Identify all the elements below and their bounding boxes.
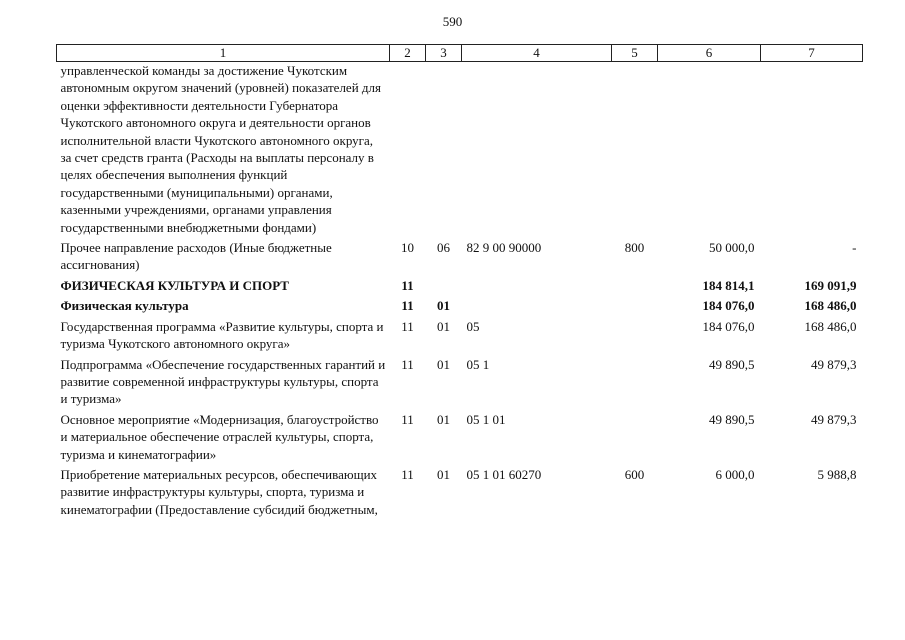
row-subsection: 01: [437, 466, 450, 482]
row-name: Основное мероприятие «Модернизация, благоустройство и материальное обеспечение отраслей культуры, спорта, туризма и кинематографии»: [60, 411, 379, 462]
row-target-article: 05: [466, 318, 480, 334]
row-amount-plan: 49 890,5: [709, 411, 755, 427]
row-section: 10: [401, 240, 414, 256]
row-expense-type: 800: [624, 240, 645, 256]
row-amount-actual: 49 879,3: [811, 411, 857, 427]
row-target-article: 05 1 01: [466, 411, 506, 427]
row-expense-type: [612, 315, 658, 353]
row-expense-type: [612, 274, 658, 294]
row-amount-actual: -: [852, 240, 857, 256]
header-col-4: 4: [462, 45, 612, 62]
row-name: Приобретение материальных ресурсов, обеспечивающих развитие инфраструктуры культуры, спорта, туризма и кинематографии (Предоставление субсидий бюджетным,: [60, 466, 378, 517]
table-row: [57, 463, 863, 518]
header-col-5: 5: [612, 45, 658, 62]
header-col-3: 3: [426, 45, 462, 62]
row-name: Государственная программа «Развитие культуры, спорта и туризма Чукотского автономного округа»: [60, 318, 384, 352]
row-subsection: 01: [437, 356, 450, 372]
row-target-article: 05 1: [466, 356, 490, 372]
row-subsection: 06: [437, 240, 450, 256]
header-col-7: 7: [761, 45, 863, 62]
table-row: [57, 353, 863, 408]
row-name: Подпрограмма «Обеспечение государственных гарантий и развитие современной инфраструктуры культуры, спорта и туризма»: [60, 356, 386, 407]
row-subsection: 01: [437, 298, 450, 314]
table-row: [57, 408, 863, 463]
row-amount-actual: 168 486,0: [804, 298, 857, 314]
table-row: [57, 294, 863, 314]
row-section: 11: [401, 356, 414, 372]
page-number: 590: [442, 14, 463, 29]
table-row: [57, 236, 863, 274]
header-row: [57, 45, 863, 62]
row-target-article: 82 9 00 90000: [466, 240, 542, 256]
row-amount-plan: 49 890,5: [709, 356, 755, 372]
row-section: [390, 62, 426, 237]
row-amount-plan: 184 076,0: [702, 318, 755, 334]
row-expense-type: [612, 353, 658, 408]
row-section: 11: [401, 277, 414, 293]
row-target-article: [462, 62, 612, 237]
row-expense-type: [612, 294, 658, 314]
budget-table: [56, 44, 863, 518]
row-target-article: [462, 274, 612, 294]
row-amount-plan: 50 000,0: [709, 240, 755, 256]
row-amount-actual: 5 988,8: [817, 466, 857, 482]
row-name: Физическая культура: [60, 298, 189, 314]
row-amount-plan: 6 000,0: [715, 466, 755, 482]
row-amount-actual: 49 879,3: [811, 356, 857, 372]
table-body: [57, 62, 863, 519]
row-amount-actual: 169 091,9: [804, 277, 857, 293]
table-row: [57, 315, 863, 353]
row-section: 11: [401, 411, 414, 427]
header-col-1: 1: [57, 45, 390, 62]
row-subsection: 01: [437, 411, 450, 427]
header-col-2: 2: [390, 45, 426, 62]
row-amount-plan: 184 814,1: [702, 277, 755, 293]
row-subsection: 01: [437, 318, 450, 334]
row-amount-plan: [658, 62, 761, 237]
row-name: ФИЗИЧЕСКАЯ КУЛЬТУРА И СПОРТ: [60, 277, 289, 293]
row-section: 11: [401, 466, 414, 482]
row-amount-actual: [761, 62, 863, 237]
row-subsection: [426, 62, 462, 237]
row-expense-type: [612, 62, 658, 237]
row-amount-actual: 168 486,0: [804, 318, 857, 334]
table-row: [57, 274, 863, 294]
row-expense-type: [612, 408, 658, 463]
row-section: 11: [401, 298, 414, 314]
header-col-6: 6: [658, 45, 761, 62]
row-expense-type: 600: [624, 466, 645, 482]
row-target-article: [462, 294, 612, 314]
table-row: [57, 62, 863, 237]
row-section: 11: [401, 318, 414, 334]
row-name: Прочее направление расходов (Иные бюджетные ассигнования): [60, 240, 332, 273]
row-subsection: [426, 274, 462, 294]
row-target-article: 05 1 01 60270: [466, 466, 542, 482]
row-name: управленческой команды за достижение Чукотским автономным округом значений (уровней) показателей для оценки эффективности деятельности Губернатора Чукотского автономного округа и деятельности органов исполнительной власти Чукотского автономного округа, за счет средств гранта (Расходы на выплаты персоналу в целях обеспечения выполнения функций государственными (муниципальными) органами, казенными учреждениями, органами управления государственными внебюджетными фондами): [60, 63, 381, 235]
row-amount-plan: 184 076,0: [702, 298, 755, 314]
